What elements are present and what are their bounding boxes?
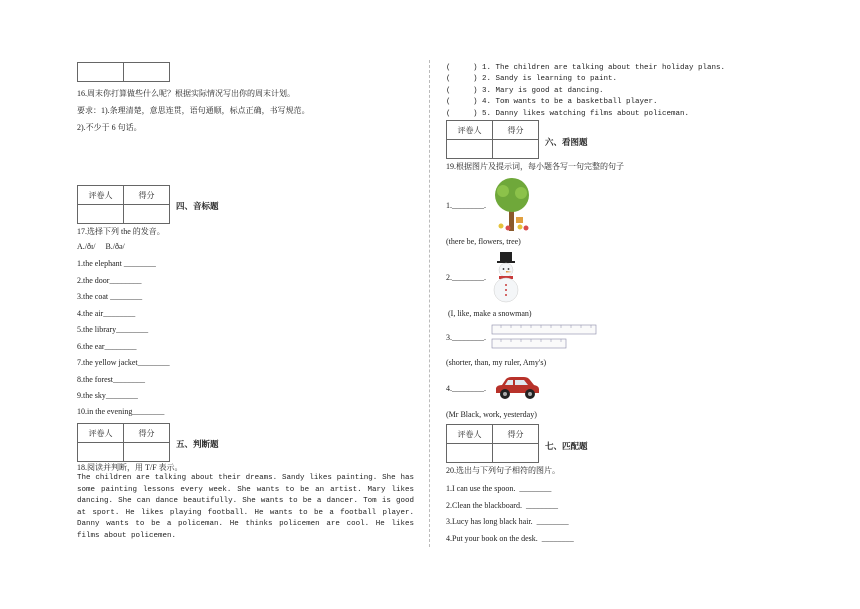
q18-title: 18.阅读并判断，用 T/F 表示。 bbox=[77, 463, 183, 472]
q20-item: 2.Clean the blackboard. ________ bbox=[446, 501, 558, 510]
q19-hint-1: (there be, flowers, tree) bbox=[446, 237, 521, 246]
reviewer-cell bbox=[447, 444, 493, 463]
q19-item-4: 4.________. bbox=[446, 384, 486, 393]
q17-options: A./ðɪ/ B./ðə/ bbox=[77, 242, 125, 251]
judge-item: ( ) 2. Sandy is learning to paint. bbox=[446, 75, 618, 83]
section5-score-table: 评卷人 得分 bbox=[77, 423, 170, 462]
score-cell bbox=[493, 140, 539, 159]
q20-item: 3.Lucy has long black hair. ________ bbox=[446, 517, 569, 526]
tree-with-flowers-picture bbox=[491, 177, 533, 232]
section5-title: 五、判断题 bbox=[176, 440, 219, 450]
snowman-picture bbox=[491, 250, 521, 303]
q16-req2: 2).不少于 6 句话。 bbox=[77, 123, 142, 132]
q20-item: 1.I can use the spoon. ________ bbox=[446, 484, 552, 493]
section7-title: 七、匹配题 bbox=[545, 442, 588, 452]
q17-item: 5.the library________ bbox=[77, 325, 149, 334]
q20-title: 20.选出与下列句子相符的图片。 bbox=[446, 466, 560, 475]
q17-item: 9.the sky________ bbox=[77, 391, 138, 400]
judge-item: ( ) 3. Mary is good at dancing. bbox=[446, 87, 604, 95]
q19-hint-4: (Mr Black, work, yesterday) bbox=[446, 410, 537, 419]
q17-item: 10.in the evening________ bbox=[77, 407, 165, 416]
section6-score-table: 评卷人 得分 bbox=[446, 120, 539, 159]
rulers-picture bbox=[491, 324, 597, 350]
q16-req1: 要求：1).条理清楚，意思连贯，语句通顺，标点正确，书写规范。 bbox=[77, 106, 310, 115]
q19-item-1: 1.________. bbox=[446, 201, 486, 210]
q18-passage: The children are talking about their dreams. Sandy likes painting. She has some painting lessons every week. She wants to be an artist. Mary likes dancing. She can dance beautifully. She wants to be a dancer. Tom is good at sport. He likes playing football. He wants to be a football player. Danny wants to be a policeman. He thinks policemen are cool. He likes films about policemen. bbox=[77, 474, 414, 540]
q16-title: 16.周末你打算做些什么呢？根据实际情况写出你的周末计划。 bbox=[77, 89, 295, 98]
top-score-table bbox=[77, 62, 170, 82]
reviewer-cell bbox=[78, 205, 124, 224]
q17-item: 1.the elephant ________ bbox=[77, 259, 156, 268]
q17-item: 3.the coat ________ bbox=[77, 292, 143, 301]
page-divider bbox=[429, 60, 430, 547]
section6-title: 六、看图题 bbox=[545, 138, 588, 148]
q20-item: 4.Put your book on the desk. ________ bbox=[446, 534, 574, 543]
red-car-picture bbox=[493, 376, 541, 402]
reviewer-cell bbox=[78, 443, 124, 462]
q17-item: 7.the yellow jacket________ bbox=[77, 358, 170, 367]
judge-item: ( ) 1. The children are talking about their holiday plans. bbox=[446, 64, 726, 72]
q19-item-2: 2.________. bbox=[446, 273, 486, 282]
q19-title: 19.根据图片及提示词，每小题各写一句完整的句子 bbox=[446, 162, 624, 171]
q17-title: 17.选择下列 the 的发音。 bbox=[77, 227, 165, 236]
score-cell bbox=[124, 205, 170, 224]
section7-score-table: 评卷人 得分 bbox=[446, 424, 539, 463]
section4-score-table: 评卷人 得分 bbox=[77, 185, 170, 224]
q17-item: 4.the air________ bbox=[77, 309, 136, 318]
reviewer-cell bbox=[447, 140, 493, 159]
judge-item: ( ) 5. Danny likes watching films about policeman. bbox=[446, 110, 690, 118]
q17-item: 2.the door________ bbox=[77, 276, 142, 285]
section4-title: 四、音标题 bbox=[176, 202, 219, 212]
q17-item: 6.the ear________ bbox=[77, 342, 137, 351]
q19-hint-2: (I, like, make a snowman) bbox=[446, 309, 532, 318]
q17-item: 8.the forest________ bbox=[77, 375, 145, 384]
q19-item-3: 3.________. bbox=[446, 333, 486, 342]
score-cell bbox=[493, 444, 539, 463]
q19-hint-3: (shorter, than, my ruler, Amy's) bbox=[446, 358, 547, 367]
judge-item: ( ) 4. Tom wants to be a basketball player. bbox=[446, 98, 658, 106]
score-cell bbox=[124, 443, 170, 462]
